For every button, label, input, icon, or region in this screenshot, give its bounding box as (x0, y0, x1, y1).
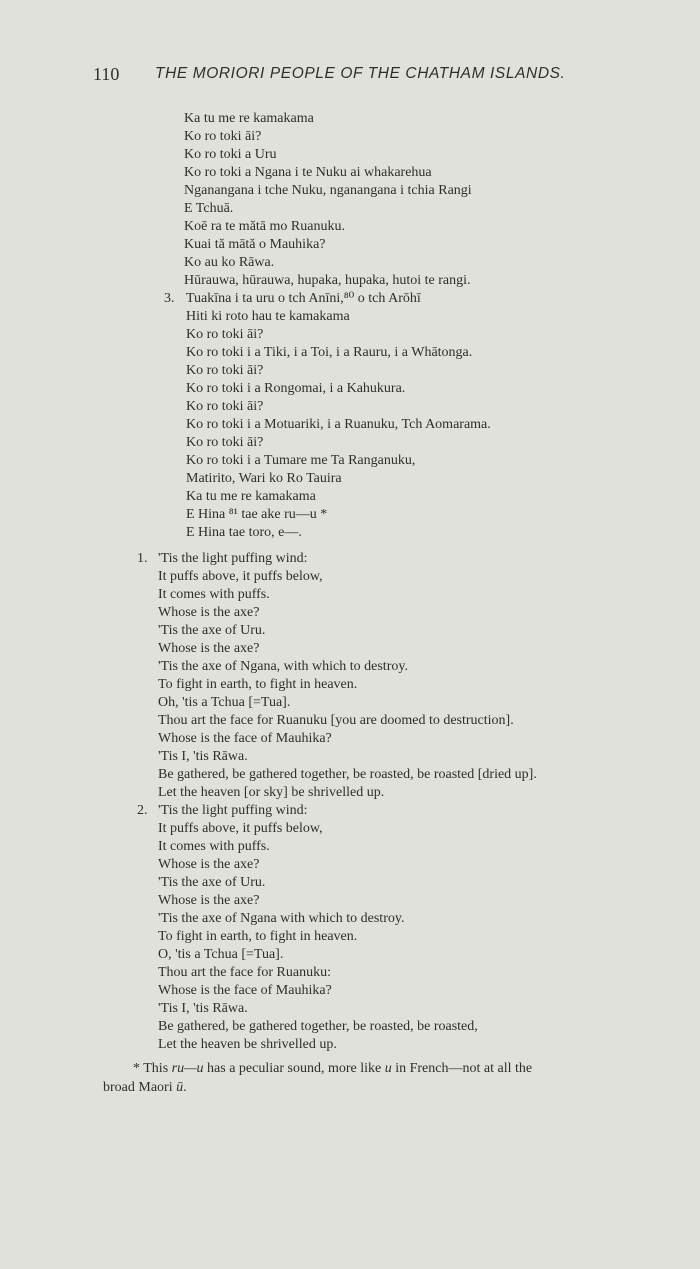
verse-line: Whose is the axe? (158, 605, 260, 620)
verse-line: Ko ro toki i a Rongomai, i a Kahukura. (186, 381, 406, 396)
verse-line: Koē ra te mătā mo Ruanuku. (184, 219, 345, 234)
verse-line: Hiti ki roto hau te kamakama (186, 309, 350, 324)
running-title: THE MORIORI PEOPLE OF THE CHATHAM ISLANDS. (155, 65, 566, 82)
verse-line: Be gathered, be gathered together, be roasted, be roasted [dried up]. (158, 767, 537, 782)
verse-line: It puffs above, it puffs below, (158, 821, 323, 836)
footnote (103, 1059, 651, 1097)
footnote-italic-letter: u (384, 1061, 392, 1076)
verse-line: 'Tis I, 'tis Rāwa. (158, 1001, 248, 1016)
verse-line: Let the heaven be shrivelled up. (158, 1037, 337, 1052)
verse-line: Tuakīna i ta uru o tch Anīni,⁸⁰ o tch Arōhī (186, 291, 421, 306)
verse-line: Hūrauwa, hūrauwa, hupaka, hupaka, hutoi te rangi. (184, 273, 471, 288)
verse-line: Whose is the face of Mauhika? (158, 983, 332, 998)
verse-line: 'Tis I, 'tis Rāwa. (158, 749, 248, 764)
verse-line: 'Tis the axe of Ngana, with which to destroy. (158, 659, 408, 674)
verse-line: Ko ro toki āi? (186, 363, 264, 378)
page-number: 110 (93, 64, 120, 84)
verse-line: 'Tis the axe of Ngana with which to destroy. (158, 911, 405, 926)
verse-line: 'Tis the axe of Uru. (158, 623, 266, 638)
verse-line: 'Tis the light puffing wind: (158, 803, 308, 818)
verse-line: Ko ro toki āi? (184, 129, 262, 144)
verse-line: Nganangana i tche Nuku, nganangana i tchia Rangi (184, 183, 472, 198)
verse-line: Ko ro toki i a Tumare me Ta Ranganuku, (186, 453, 416, 468)
verse-line: O, 'tis a Tchua [=Tua]. (158, 947, 284, 962)
footnote-italic-letter: ū (176, 1080, 184, 1095)
verse-line: Oh, 'tis a Tchua [=Tua]. (158, 695, 291, 710)
verse-line: Ko ro toki āi? (186, 435, 264, 450)
footnote-text: * This (133, 1061, 172, 1076)
footnote-text: . (183, 1080, 187, 1095)
verse-line: Thou art the face for Ruanuku: (158, 965, 331, 980)
verse-line: E Hina ⁸¹ tae ake ru—u * (186, 507, 328, 522)
footnote-italic-word: ru—u (171, 1061, 204, 1076)
verse-line: Let the heaven [or sky] be shrivelled up. (158, 785, 385, 800)
footnote-text: broad Maori (103, 1080, 177, 1095)
verse-line: Ko ro toki i a Tiki, i a Toi, i a Rauru, i a Whātonga. (186, 345, 473, 360)
verse-line: Be gathered, be gathered together, be roasted, be roasted, (158, 1019, 478, 1034)
verse-line: Ko ro toki a Ngana i te Nuku ai whakarehua (184, 165, 432, 180)
verse-line: It puffs above, it puffs below, (158, 569, 323, 584)
verse-line: Whose is the axe? (158, 893, 260, 908)
footnote-text: in French—not at all the (391, 1061, 533, 1076)
verse-line: Ko ro toki i a Motuariki, i a Ruanuku, Tch Aomarama. (186, 417, 491, 432)
verse-line: Matirito, Wari ko Ro Tauira (186, 471, 342, 486)
verse-line: Whose is the face of Mauhika? (158, 731, 332, 746)
verse-line: Ko au ko Rāwa. (184, 255, 275, 270)
verse-number: 1. (137, 551, 148, 566)
verse-line: Ko ro toki āi? (186, 327, 264, 342)
footnote-line-1 (103, 1059, 651, 1078)
verse-line: Ko ro toki a Uru (184, 147, 277, 162)
page-header (93, 64, 593, 88)
verse-number: 2. (137, 803, 148, 818)
verse-line: To fight in earth, to fight in heaven. (158, 929, 358, 944)
verse-line: 'Tis the light puffing wind: (158, 551, 308, 566)
verse-number: 3. (164, 291, 175, 306)
verse-line: 'Tis the axe of Uru. (158, 875, 266, 890)
verse-line: It comes with puffs. (158, 587, 270, 602)
footnote-text: has a peculiar sound, more like (203, 1061, 385, 1076)
verse-line: Kuai tă mātă o Mauhika? (184, 237, 326, 252)
verse-line: E Hina tae toro, e—. (186, 525, 302, 540)
verse-line: Ka tu me re kamakama (186, 489, 316, 504)
verse-line: Ka tu me re kamakama (184, 111, 314, 126)
verse-line: E Tchuā. (184, 201, 234, 216)
verse-line: Whose is the axe? (158, 641, 260, 656)
verse-line: It comes with puffs. (158, 839, 270, 854)
verse-line: To fight in earth, to fight in heaven. (158, 677, 358, 692)
verse-line: Whose is the axe? (158, 857, 260, 872)
footnote-line-2 (103, 1078, 651, 1097)
verse-line: Thou art the face for Ruanuku [you are doomed to destruction]. (158, 713, 514, 728)
verse-line: Ko ro toki āi? (186, 399, 264, 414)
